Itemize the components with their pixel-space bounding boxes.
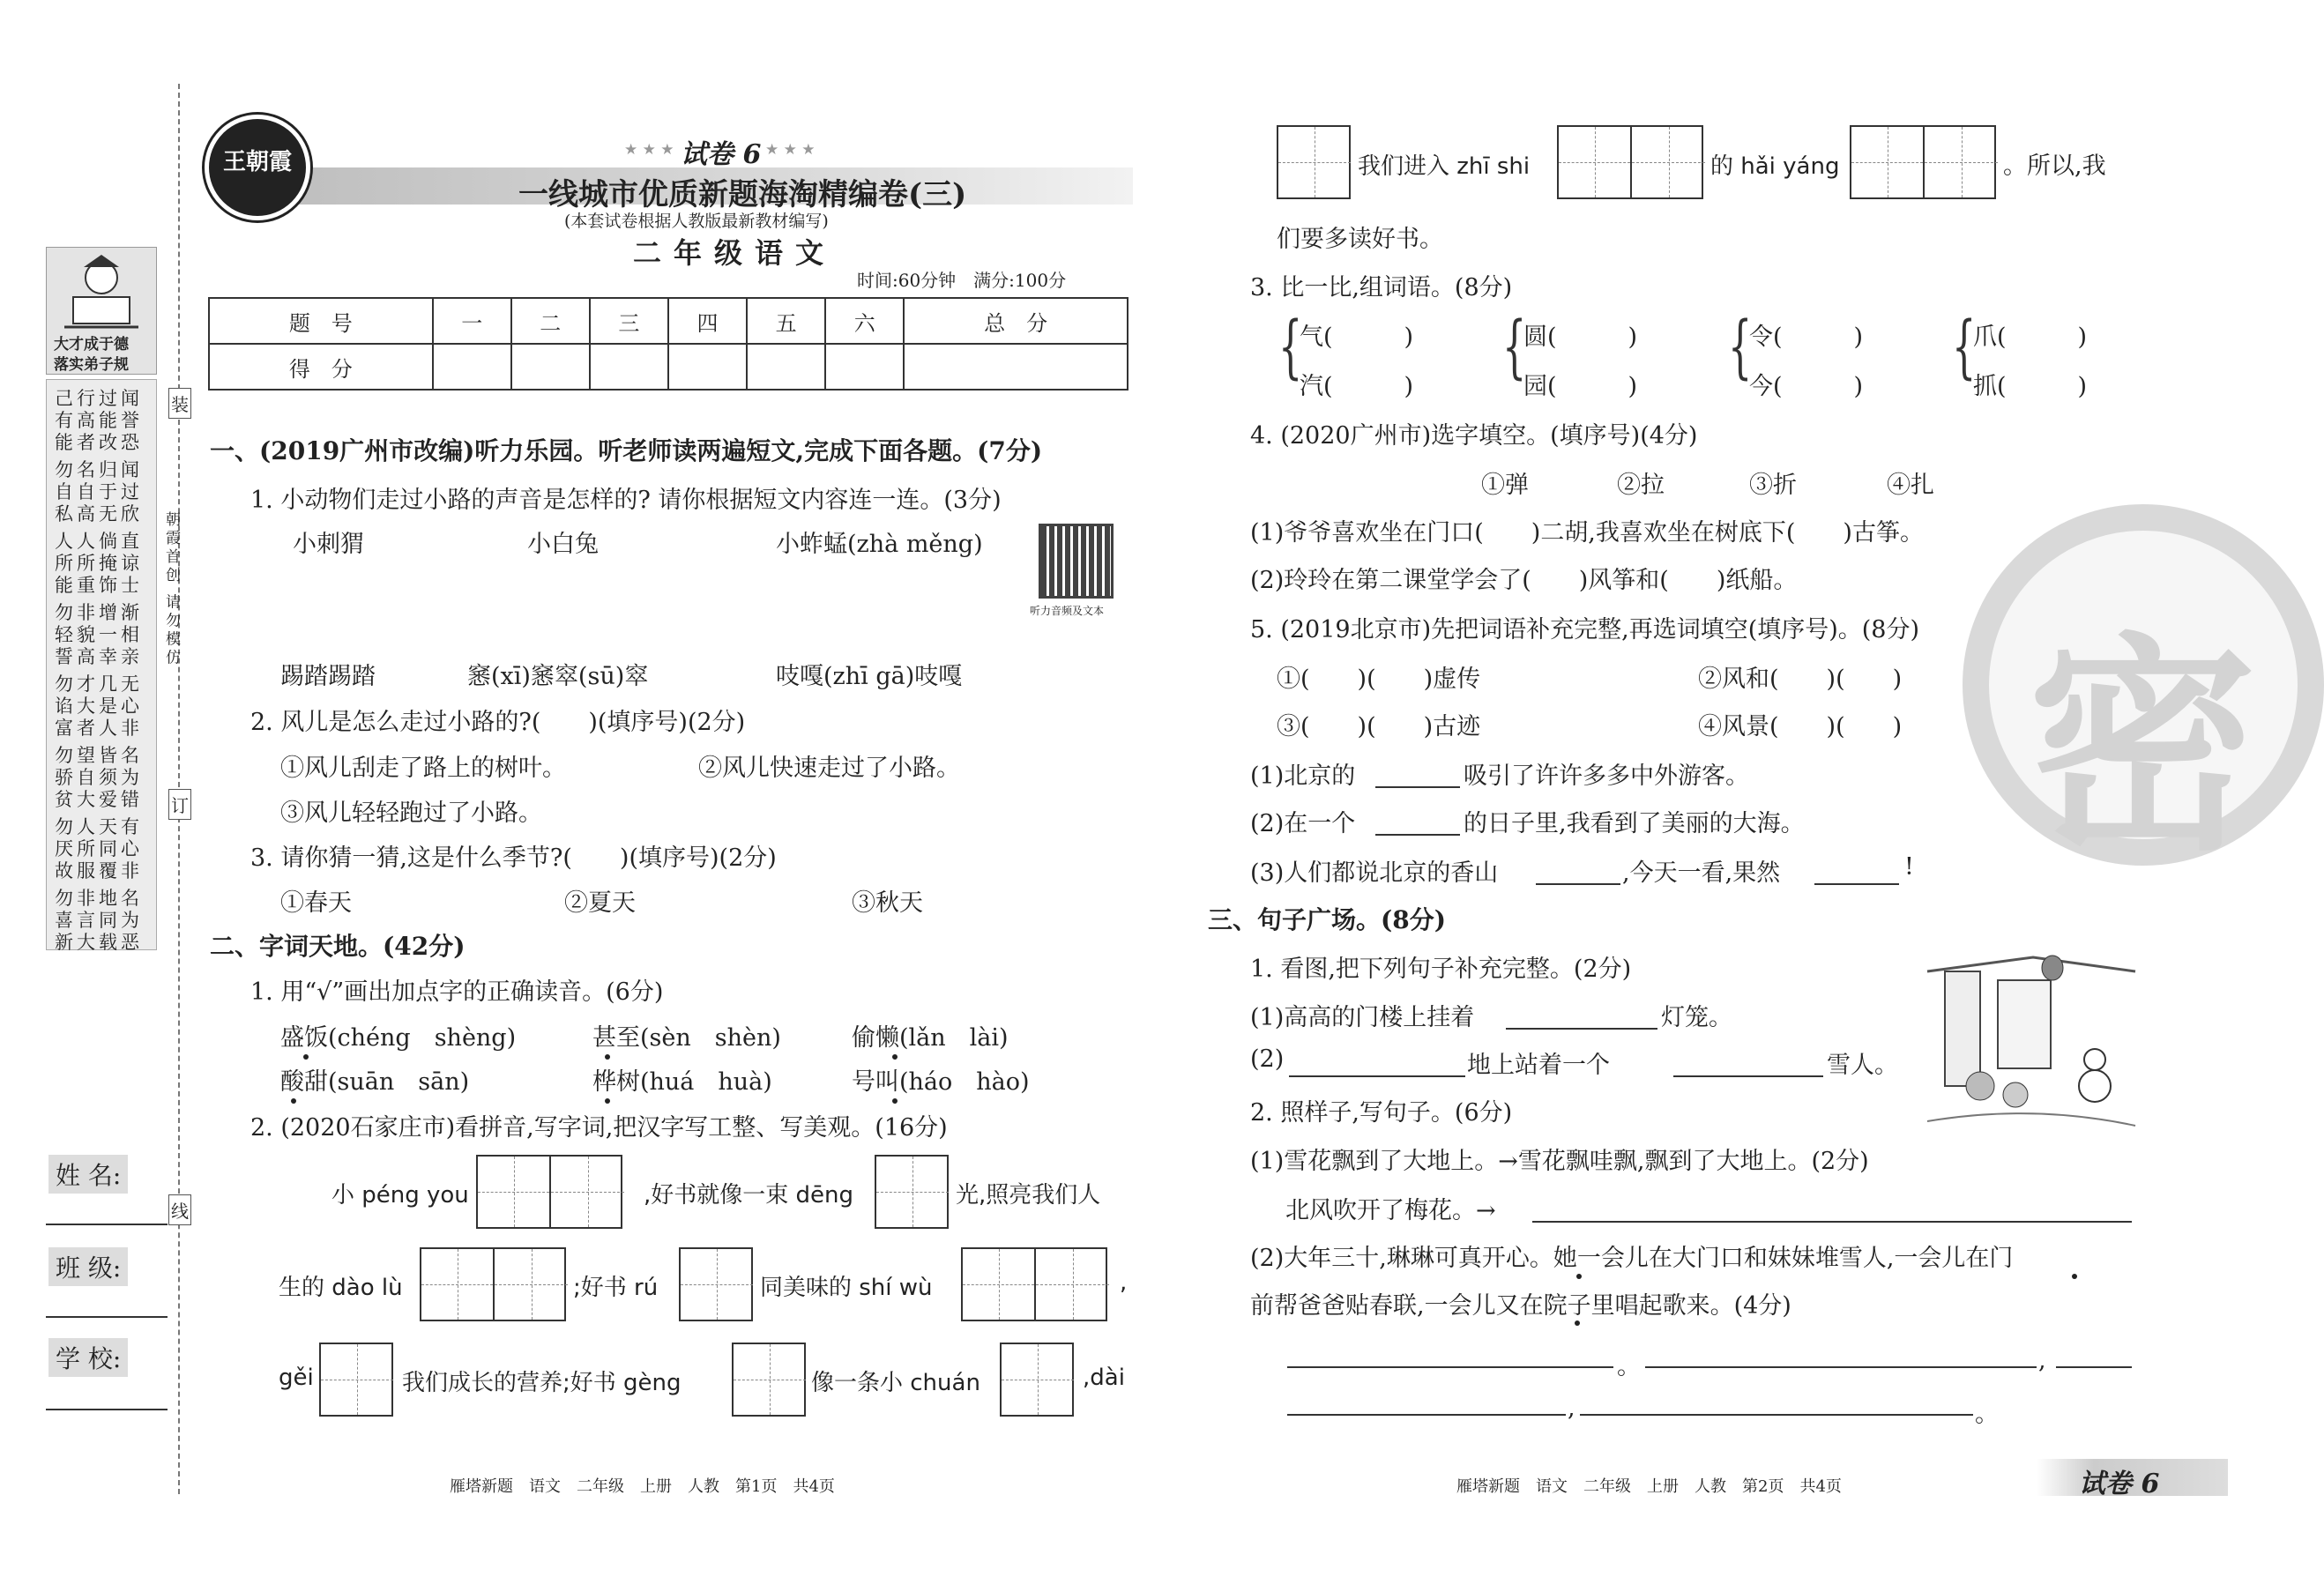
score-header-row	[209, 298, 1128, 344]
compare-item[interactable]: 今( )	[1749, 373, 1864, 400]
sec1-q2-opt3: ③风儿轻轻跑过了小路。	[280, 800, 542, 827]
score-row-label: 得 分	[209, 344, 433, 390]
score-cell[interactable]	[747, 344, 825, 390]
write-line1-c: 光,照亮我们人	[956, 1182, 1101, 1209]
verse-line: 轻貌一相	[55, 624, 143, 645]
rt-text4: 们要多读好书。	[1277, 226, 1443, 253]
pron-1[interactable]: 盛饭(chéng shèng)	[280, 1024, 517, 1052]
answer-line[interactable]	[1580, 1414, 1973, 1416]
pair-brace: {	[1952, 308, 1977, 387]
compare-item[interactable]: 圆( )	[1523, 324, 1638, 351]
score-header-cell: 一	[433, 298, 511, 344]
emph-dot	[605, 1054, 610, 1060]
sidebar-motto1: 大才成于德	[54, 336, 129, 353]
blank[interactable]	[1506, 1028, 1657, 1030]
footer-right: 雁塔新题 语文 二年级 上册 人教 第2页 共4页	[1456, 1477, 1842, 1496]
verse-line: 谄大是心	[55, 696, 143, 717]
q5-heading: 5. (2019北京市)先把词语补充完整,再选词填空(填序号)。(8分)	[1250, 616, 1920, 643]
writing-grid[interactable]	[319, 1343, 393, 1417]
logo-text: 王朝霞	[222, 149, 292, 175]
pair-brace: {	[1278, 308, 1303, 387]
stars-right: ★ ★ ★	[765, 141, 816, 159]
sidebar-portrait	[46, 247, 157, 375]
write-line3-d: ,dài	[1083, 1365, 1125, 1391]
emph-dot	[605, 1098, 610, 1104]
verse-line: 贫大爱错	[55, 789, 143, 810]
verse-line: 有高能誉	[55, 410, 143, 431]
sec3-p2b: 前帮爸爸贴春联,一会儿又在院子里唱起歌来。(4分)	[1250, 1292, 1791, 1320]
score-table	[208, 297, 1128, 391]
school-field[interactable]	[46, 1409, 168, 1410]
verse-line: 能重饰士	[55, 575, 143, 596]
emph-dot	[1575, 1320, 1580, 1326]
cut-label-1: 装	[168, 388, 191, 419]
time-info: 时间:60分钟 满分:100分	[857, 270, 1067, 291]
sound-2[interactable]: 窸(xī)窸窣(sū)窣	[467, 663, 649, 690]
writing-grid[interactable]	[1850, 125, 1996, 199]
watermark-char: 密	[2028, 613, 2257, 881]
blank[interactable]	[1375, 834, 1460, 836]
animal-3[interactable]: 小蚱蜢(zhà měng)	[776, 531, 983, 558]
verse-line: 勿非增渐	[55, 602, 143, 623]
season-1: ①春天	[280, 889, 352, 917]
verse-line: 勿非地名	[55, 888, 143, 909]
qr-caption: 听力音频及文本	[1030, 605, 1105, 617]
q4-opt-2: ②拉	[1617, 472, 1665, 499]
verse-line: 骄自须为	[55, 767, 143, 788]
score-header-cell: 六	[825, 298, 904, 344]
emph-dot	[2072, 1274, 2077, 1279]
write-line1-a: 小 péng you	[331, 1182, 469, 1209]
verse-line: 厌所同心	[55, 838, 143, 859]
verse-line: 勿名归闻	[55, 459, 143, 480]
punct-comma2: ,	[1568, 1395, 1575, 1422]
punct-2: ,	[2038, 1347, 2046, 1374]
cut-label-3: 线	[168, 1194, 191, 1225]
emph-dot	[291, 1098, 296, 1104]
q5-s3b: ,今天一看,果然	[1622, 859, 1781, 887]
verse-line: 故服覆非	[55, 860, 143, 881]
q4-heading: 4. (2020广州市)选字填空。(填序号)(4分)	[1250, 422, 1698, 450]
sec1-heading: 一、(2019广州市改编)听力乐园。听老师读两遍短文,完成下面各题。(7分)	[210, 436, 1043, 465]
verse-line: 勿才几无	[55, 673, 143, 695]
idiom-3[interactable]: ③( )( )古迹	[1277, 713, 1481, 740]
answer-line[interactable]	[1532, 1221, 2132, 1223]
writing-grid[interactable]	[732, 1343, 806, 1417]
pron-2[interactable]: 甚至(sèn shèn)	[592, 1024, 781, 1052]
idiom-1[interactable]: ①( )( )虚传	[1277, 666, 1481, 693]
sec3-s2b: 地上站着一个	[1467, 1052, 1610, 1079]
verse-line: 私高无欣	[55, 503, 143, 524]
answer-line[interactable]	[1287, 1366, 1613, 1368]
q4-s1: (1)爷爷喜欢坐在门口( )二胡,我喜欢坐在树底下( )古筝。	[1250, 519, 1924, 547]
q5-s1a: (1)北京的	[1250, 762, 1356, 790]
animal-1[interactable]: 小刺猬	[293, 531, 364, 558]
score-cell[interactable]	[433, 344, 511, 390]
answer-line[interactable]	[1645, 1366, 2037, 1368]
name-field[interactable]	[46, 1224, 168, 1225]
season-3: ③秋天	[852, 889, 923, 917]
q5-s1b: 吸引了许许多多中外游客。	[1464, 762, 1749, 790]
sec1-q2-opt2: ②风儿快速走过了小路。	[698, 755, 960, 782]
sec3-q1: 1. 看图,把下列句子补充完整。(2分)	[1250, 956, 1632, 983]
write-line2-a: 生的 dào lù	[279, 1275, 403, 1301]
score-header-cell: 三	[590, 298, 668, 344]
writing-grid[interactable]	[476, 1155, 622, 1229]
sec2-heading: 二、字词天地。(42分)	[210, 932, 466, 961]
score-header-cell: 二	[511, 298, 590, 344]
write-line1-b: ,好书就像一束 dēng	[644, 1182, 854, 1209]
idiom-2[interactable]: ②风和( )( )	[1698, 666, 1903, 693]
writing-grid[interactable]	[1557, 125, 1703, 199]
compare-item[interactable]: 抓( )	[1973, 373, 2088, 400]
pair-brace: {	[1728, 308, 1753, 387]
score-cell[interactable]	[904, 344, 1128, 390]
blank[interactable]	[1673, 1075, 1823, 1077]
verse-line: 己行过闻	[55, 388, 143, 409]
rt-text3: 。所以,我	[2003, 152, 2106, 180]
score-header-cell: 四	[668, 298, 747, 344]
cut-label-2: 订	[168, 789, 191, 820]
paper-title: 一线城市优质新题海淘精编卷(三)	[518, 177, 967, 212]
grade-title: 二年级语文	[633, 236, 837, 270]
blank[interactable]	[1814, 883, 1899, 885]
rt-text1: 我们进入 zhī shi	[1358, 153, 1531, 180]
writing-grid[interactable]	[875, 1155, 949, 1229]
q5-s3a: (3)人们都说北京的香山	[1250, 859, 1499, 887]
animal-2[interactable]: 小白兔	[527, 531, 599, 558]
q5-s2b: 的日子里,我看到了美丽的大海。	[1464, 810, 1805, 837]
sec3-s1b: 灯笼。	[1661, 1004, 1732, 1031]
compare-item[interactable]: 园( )	[1523, 373, 1638, 400]
writing-grid[interactable]	[1000, 1343, 1074, 1417]
q4-opt-4: ④扎	[1887, 472, 1934, 499]
write-line3-b: 我们成长的营养;好书 gèng	[402, 1370, 682, 1396]
sound-1[interactable]: 踢踏踢踏	[280, 663, 376, 690]
pron-3[interactable]: 偷懒(lǎn lài)	[852, 1024, 1009, 1052]
compare-item[interactable]: 气( )	[1300, 324, 1414, 351]
paper-label: 试卷 6	[681, 139, 762, 170]
sec1-q2: 2. 风儿是怎么走过小路的?( )(填序号)(2分)	[250, 709, 746, 736]
q3-heading: 3. 比一比,组词语。(8分)	[1250, 274, 1513, 301]
sec1-q2-opt1: ①风儿刮走了路上的树叶。	[280, 755, 566, 782]
verse-line: 誓高幸亲	[55, 646, 143, 667]
sec2-q1: 1. 用“√”画出加点字的正确读音。(6分)	[250, 978, 664, 1006]
sec3-s2a: (2)	[1250, 1045, 1285, 1073]
compare-item[interactable]: 令( )	[1749, 324, 1864, 351]
score-cell[interactable]	[511, 344, 590, 390]
class-field[interactable]	[46, 1316, 168, 1318]
scholar-icon	[47, 248, 156, 336]
sec3-ex-question: 北风吹开了梅花。→	[1285, 1197, 1496, 1224]
sec1-q3: 3. 请你猜一猜,这是什么季节?( )(填序号)(2分)	[250, 844, 777, 872]
score-cell[interactable]	[590, 344, 668, 390]
compare-item[interactable]: 爪( )	[1973, 324, 2088, 351]
q4-opt-3: ③折	[1749, 472, 1797, 499]
blank[interactable]	[1289, 1075, 1465, 1077]
write-line3-c: 像一条小 chuán	[811, 1370, 980, 1396]
score-cell[interactable]	[825, 344, 904, 390]
writing-grid[interactable]	[1277, 125, 1351, 199]
paper-subtitle: (本套试卷根据人教版最新教材编写)	[564, 212, 829, 231]
sec3-q2: 2. 照样子,写句子。(6分)	[1250, 1099, 1513, 1127]
verse-line: 自自于过	[55, 481, 143, 502]
write-line2-c: 同美味的 shí wù	[760, 1275, 933, 1301]
pron-4[interactable]: 酸甜(suān sān)	[280, 1068, 470, 1096]
punct-1: 。	[1617, 1353, 1641, 1380]
sec1-q1: 1. 小动物们走过小路的声音是怎样的? 请你根据短文内容连一连。(3分)	[250, 487, 1002, 514]
verse-line: 所所掩谅	[55, 553, 143, 574]
sec2-q2: 2. (2020石家庄市)看拼音,写字词,把汉字写工整、写美观。(16分)	[250, 1114, 948, 1142]
blank[interactable]	[1536, 883, 1620, 885]
qr-code	[1039, 524, 1114, 599]
score-cell[interactable]	[668, 344, 747, 390]
verse-line: 能者改恐	[55, 432, 143, 453]
class-label: 班 级:	[48, 1247, 128, 1286]
side-text: 朝霞首创 请勿模仿	[162, 511, 180, 668]
logo-seal	[205, 115, 310, 220]
snow-scene-illustration	[1927, 945, 2135, 1137]
verse-line: 喜言同为	[55, 910, 143, 931]
emph-dot	[1576, 1274, 1582, 1279]
sec3-p2a: (2)大年三十,琳琳可真开心。她一会儿在大门口和妹妹堆雪人,一会儿在门	[1250, 1245, 2014, 1272]
score-row	[209, 344, 1128, 390]
compare-item[interactable]: 汽( )	[1300, 373, 1414, 400]
sec3-s2c: 雪人。	[1827, 1052, 1898, 1079]
score-header-cell: 总 分	[904, 298, 1128, 344]
write-line3-a: gěi	[279, 1365, 314, 1391]
verse-line: 新大载恶	[55, 932, 143, 953]
footer-tag: 试卷 6	[2079, 1469, 2160, 1499]
blank[interactable]	[1375, 786, 1460, 788]
pair-brace: {	[1502, 308, 1527, 387]
pron-5[interactable]: 桦树(huá huà)	[592, 1068, 772, 1096]
idiom-4[interactable]: ④风景( )( )	[1698, 713, 1903, 740]
answer-line[interactable]	[1287, 1414, 1566, 1416]
verse-line: 勿人天有	[55, 816, 143, 837]
verse-line: 勿望皆名	[55, 745, 143, 766]
verse-line: 富者人非	[55, 718, 143, 739]
emph-dot	[892, 1098, 898, 1104]
name-label: 姓 名:	[48, 1155, 128, 1194]
verse-line: 人人倘直	[55, 531, 143, 552]
punct-3: 。	[1975, 1401, 1999, 1428]
season-2: ②夏天	[564, 889, 636, 917]
writing-grid[interactable]	[961, 1247, 1107, 1321]
q5-s3c: !	[1904, 853, 1914, 881]
sec3-example: (1)雪花飘到了大地上。→雪花飘哇飘,飘到了大地上。(2分)	[1250, 1148, 1869, 1175]
score-header-cell: 五	[747, 298, 825, 344]
q5-s2a: (2)在一个	[1250, 810, 1356, 837]
school-label: 学 校:	[48, 1338, 128, 1377]
writing-grid[interactable]	[420, 1247, 566, 1321]
score-header-cell: 题 号	[209, 298, 433, 344]
q4-s2: (2)玲玲在第二课堂学会了( )风筝和( )纸船。	[1250, 567, 1798, 594]
writing-grid[interactable]	[679, 1247, 753, 1321]
pron-6[interactable]: 号叫(háo hào)	[852, 1068, 1030, 1096]
write-line2-d: ,	[1120, 1269, 1128, 1296]
answer-line[interactable]	[2056, 1366, 2132, 1368]
footer-left: 雁塔新题 语文 二年级 上册 人教 第1页 共4页	[450, 1477, 835, 1496]
sidebar-motto2: 落实弟子规	[54, 356, 129, 374]
write-line2-b: ;好书 rú	[573, 1275, 659, 1301]
sound-3[interactable]: 吱嘎(zhī gā)吱嘎	[776, 663, 963, 690]
rt-text2: 的 hǎi yáng	[1710, 153, 1840, 180]
sec3-heading: 三、句子广场。(8分)	[1208, 905, 1446, 934]
stars-left: ★ ★ ★	[624, 141, 674, 159]
emph-dot	[892, 1054, 898, 1060]
sec3-s1a: (1)高高的门楼上挂着	[1250, 1004, 1475, 1031]
q4-opt-1: ①弹	[1481, 472, 1529, 499]
emph-dot	[303, 1054, 309, 1060]
